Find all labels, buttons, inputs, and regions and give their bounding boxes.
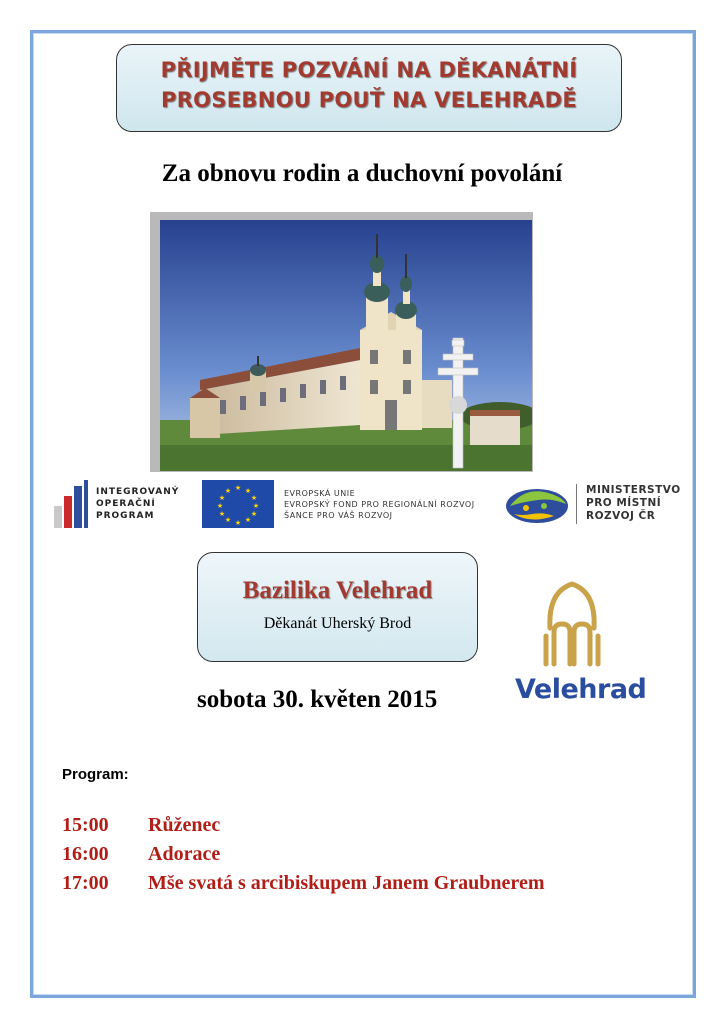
svg-text:★: ★ [250, 494, 258, 502]
title-line-2: PROSEBNOU POUŤ NA VELEHRADĚ [161, 88, 577, 112]
svg-text:★: ★ [224, 516, 232, 524]
schedule-row [62, 814, 544, 843]
iop-logo-icon [54, 480, 90, 528]
schedule-row [62, 872, 544, 901]
schedule-time: 16:00 [62, 843, 109, 865]
svg-text:★: ★ [244, 516, 252, 524]
venue-deanery: Děkanát Uherský Brod [263, 615, 412, 632]
schedule-time: 15:00 [62, 814, 109, 836]
svg-text:★: ★ [218, 510, 226, 518]
svg-text:★: ★ [216, 502, 224, 510]
svg-text:★: ★ [234, 519, 242, 527]
venue-box [197, 552, 478, 662]
sponsor-logos [54, 478, 694, 534]
mmr-logo-icon [504, 484, 570, 526]
basilica-photo [160, 220, 532, 471]
program-schedule [62, 814, 544, 901]
title-box [116, 44, 622, 132]
program-label: Program: [62, 766, 129, 783]
mmr-logo-text: MINISTERSTVO PRO MÍSTNÍ ROZVOJ ČR [586, 484, 681, 522]
schedule-time: 17:00 [62, 872, 109, 894]
venue-name: Bazilika Velehrad [242, 577, 433, 604]
title-line-1: PŘIJMĚTE POZVÁNÍ NA DĚKANÁTNÍ [160, 58, 578, 82]
svg-text:★: ★ [218, 494, 226, 502]
subtitle: Za obnovu rodin a duchovní povolání [161, 160, 563, 187]
velehrad-logo-text: Velehrad [515, 674, 647, 705]
svg-text:★: ★ [224, 487, 232, 495]
svg-text:★: ★ [250, 510, 258, 518]
svg-text:★: ★ [234, 484, 242, 492]
event-date: sobota 30. květen 2015 [197, 686, 438, 713]
svg-text:★: ★ [252, 502, 260, 510]
mmr-separator [576, 484, 577, 524]
svg-text:★: ★ [244, 487, 252, 495]
iop-logo-text: INTEGROVANÝ OPERAČNÍ PROGRAM [96, 487, 180, 521]
eu-logo-text: EVROPSKÁ UNIE EVROPSKÝ FOND PRO REGIONÁLNÍ ROZVOJ ŠANCE PRO VÁŠ ROZVOJ [284, 489, 475, 520]
schedule-event: Adorace [148, 843, 221, 865]
schedule-event: Mše svatá s arcibiskupem Janem Graubnerem [148, 872, 545, 894]
schedule-event: Růženec [148, 814, 221, 836]
eu-flag-icon [202, 480, 274, 528]
schedule-row [62, 843, 544, 872]
